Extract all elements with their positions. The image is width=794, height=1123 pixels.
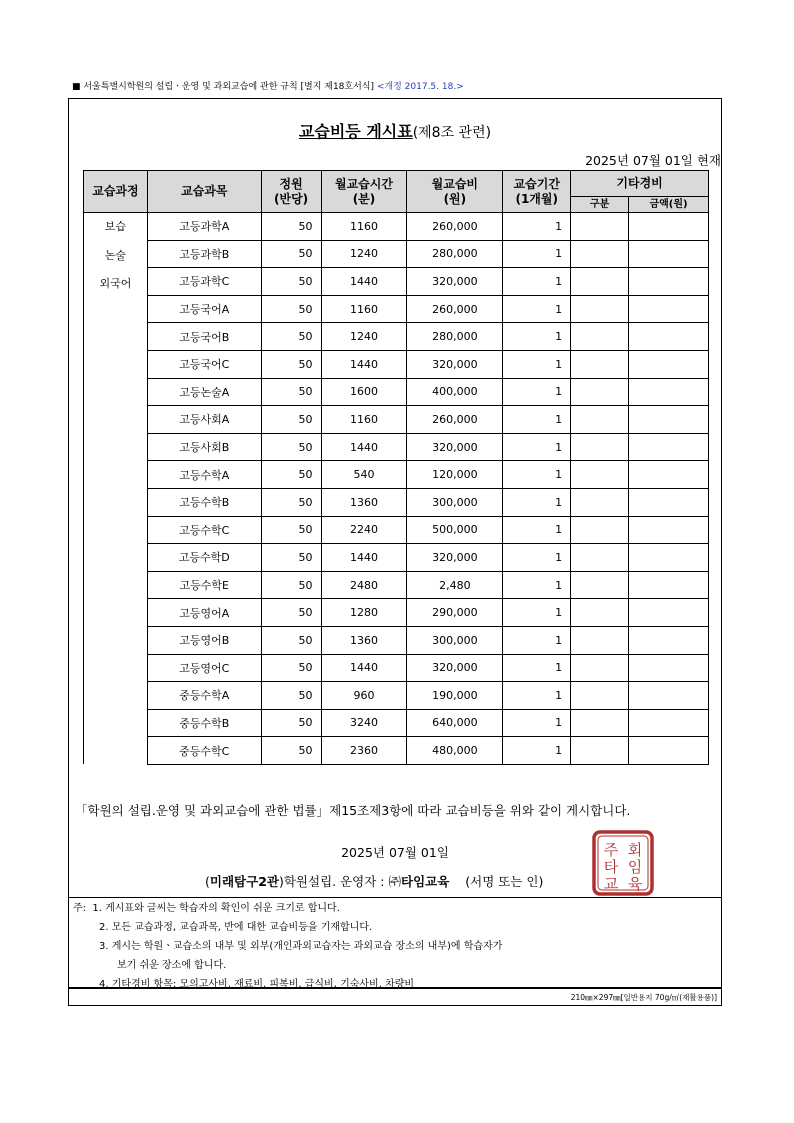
capacity-cell: 50: [261, 240, 321, 268]
capacity-cell: 50: [261, 378, 321, 406]
other-type-cell: [571, 406, 629, 434]
capacity-cell: 50: [261, 626, 321, 654]
subject-cell: 고등국어B: [147, 323, 261, 351]
operator-name: 타임교육: [401, 874, 450, 889]
subject-cell: 중등수학C: [147, 737, 261, 765]
fee-cell: 260,000: [407, 406, 503, 434]
capacity-cell: 50: [261, 461, 321, 489]
note-3-cont: 보기 쉬운 장소에 합니다.: [117, 960, 227, 971]
subject-cell: 중등수학A: [147, 682, 261, 710]
other-amount-cell: [629, 516, 709, 544]
subject-cell: 고등수학C: [147, 516, 261, 544]
hours-cell: 1440: [321, 433, 407, 461]
header-subject: 교습과목: [147, 171, 261, 213]
regulation-header: [72, 79, 464, 92]
period-cell: 1: [503, 599, 571, 627]
academy-suffix: 학원설립. 운영자 :: [283, 874, 385, 889]
document-frame: [68, 98, 722, 1006]
fee-table: [83, 170, 709, 765]
fee-cell: 400,000: [407, 378, 503, 406]
period-cell: 1: [503, 406, 571, 434]
period-cell: 1: [503, 295, 571, 323]
period-cell: 1: [503, 350, 571, 378]
hours-cell: 2360: [321, 737, 407, 765]
posting-statement: 「학원의 설립.운영 및 과외교습에 관한 법률」제15조제3항에 따라 교습비등을 위와 같이 게시합니다.: [75, 803, 631, 818]
period-cell: 1: [503, 544, 571, 572]
fee-cell: 260,000: [407, 295, 503, 323]
hours-cell: 2480: [321, 571, 407, 599]
subject-cell: 고등수학E: [147, 571, 261, 599]
header-period: 교습기간 (1개월): [503, 171, 571, 213]
fee-cell: 320,000: [407, 433, 503, 461]
note-4: 4. 기타경비 항목: 모의고사비, 재료비, 피복비, 급식비, 기숙사비, 차량비: [99, 979, 415, 990]
subject-cell: 고등영어C: [147, 654, 261, 682]
subject-cell: 고등사회A: [147, 406, 261, 434]
table-row: [84, 571, 709, 599]
other-amount-cell: [629, 682, 709, 710]
other-amount-cell: [629, 433, 709, 461]
note-3: 3. 게시는 학원ㆍ교습소의 내부 및 외부(개인과외교습자는 과외교습 장소의 내부)에 학습자가: [99, 941, 503, 952]
subject-cell: 고등국어A: [147, 295, 261, 323]
other-type-cell: [571, 599, 629, 627]
other-type-cell: [571, 709, 629, 737]
other-amount-cell: [629, 323, 709, 351]
other-type-cell: [571, 323, 629, 351]
hours-cell: 1440: [321, 654, 407, 682]
header-other: 기타경비: [571, 171, 709, 197]
fee-cell: 300,000: [407, 488, 503, 516]
period-cell: 1: [503, 488, 571, 516]
svg-text:타: 타: [603, 858, 619, 876]
other-amount-cell: [629, 406, 709, 434]
other-type-cell: [571, 654, 629, 682]
hours-cell: 1440: [321, 350, 407, 378]
course-item: 외국어: [99, 277, 132, 291]
fee-cell: 300,000: [407, 626, 503, 654]
fee-cell: 120,000: [407, 461, 503, 489]
other-type-cell: [571, 461, 629, 489]
title-main: 교습비등 게시표: [298, 122, 413, 141]
fee-cell: 320,000: [407, 544, 503, 572]
table-row: [84, 599, 709, 627]
hours-cell: 1240: [321, 323, 407, 351]
period-cell: 1: [503, 654, 571, 682]
svg-text:회: 회: [627, 841, 643, 859]
svg-text:주: 주: [603, 841, 619, 859]
fee-cell: 290,000: [407, 599, 503, 627]
hours-cell: 960: [321, 682, 407, 710]
fee-cell: 320,000: [407, 268, 503, 296]
other-type-cell: [571, 488, 629, 516]
table-row: [84, 295, 709, 323]
fee-cell: 480,000: [407, 737, 503, 765]
svg-text:교: 교: [603, 875, 619, 893]
revision-note: <개정 2017.5. 18.>: [376, 82, 464, 92]
period-cell: 1: [503, 240, 571, 268]
period-cell: 1: [503, 571, 571, 599]
subject-cell: 고등수학B: [147, 488, 261, 516]
subject-cell: 고등과학A: [147, 213, 261, 241]
subject-cell: 고등영어B: [147, 626, 261, 654]
period-cell: 1: [503, 323, 571, 351]
course-cell: [84, 213, 148, 765]
subject-cell: 고등영어A: [147, 599, 261, 627]
sign-date: 2025년 07월 01일: [341, 845, 449, 860]
capacity-cell: 50: [261, 488, 321, 516]
hours-cell: 1160: [321, 213, 407, 241]
table-row: [84, 213, 709, 241]
capacity-cell: 50: [261, 268, 321, 296]
header-other-amount: 금액(원): [629, 197, 709, 213]
fee-cell: 500,000: [407, 516, 503, 544]
subject-cell: 고등사회B: [147, 433, 261, 461]
fee-cell: 190,000: [407, 682, 503, 710]
other-type-cell: [571, 350, 629, 378]
other-type-cell: [571, 516, 629, 544]
signer-line: (미래탐구2관)학원설립. 운영자 : ㈜타임교육 (서명 또는 인): [205, 874, 544, 889]
subject-cell: 고등수학A: [147, 461, 261, 489]
other-amount-cell: [629, 626, 709, 654]
notes-divider: [69, 897, 721, 898]
period-cell: 1: [503, 213, 571, 241]
note-1: 1. 게시표와 글씨는 학습자의 확인이 쉬운 크기로 합니다.: [92, 903, 340, 914]
other-amount-cell: [629, 295, 709, 323]
table-row: [84, 378, 709, 406]
capacity-cell: 50: [261, 323, 321, 351]
fee-cell: 640,000: [407, 709, 503, 737]
company-seal: [591, 829, 655, 897]
capacity-cell: 50: [261, 350, 321, 378]
title-sub: (제8조 관련): [412, 125, 492, 141]
hours-cell: 1440: [321, 544, 407, 572]
other-type-cell: [571, 626, 629, 654]
other-amount-cell: [629, 571, 709, 599]
other-amount-cell: [629, 350, 709, 378]
period-cell: 1: [503, 626, 571, 654]
other-type-cell: [571, 737, 629, 765]
subject-cell: 고등국어C: [147, 350, 261, 378]
table-row: [84, 654, 709, 682]
table-row: [84, 350, 709, 378]
other-amount-cell: [629, 268, 709, 296]
table-row: [84, 544, 709, 572]
capacity-cell: 50: [261, 737, 321, 765]
table-row: [84, 516, 709, 544]
other-type-cell: [571, 240, 629, 268]
regulation-text: ■ 서울특별시학원의 설립ㆍ운영 및 과외교습에 관한 규칙 [별지 제18호서식]: [72, 82, 374, 92]
header-fee: 월교습비 (원): [407, 171, 503, 213]
academy-name: 미래탐구2관: [209, 874, 279, 889]
table-row: [84, 433, 709, 461]
subject-cell: 고등과학C: [147, 268, 261, 296]
period-cell: 1: [503, 682, 571, 710]
table-row: [84, 240, 709, 268]
hours-cell: 3240: [321, 709, 407, 737]
capacity-cell: 50: [261, 682, 321, 710]
capacity-cell: 50: [261, 406, 321, 434]
table-row: [84, 737, 709, 765]
hours-cell: 540: [321, 461, 407, 489]
other-type-cell: [571, 571, 629, 599]
table-row: [84, 461, 709, 489]
fee-cell: 280,000: [407, 323, 503, 351]
other-amount-cell: [629, 599, 709, 627]
hours-cell: 2240: [321, 516, 407, 544]
hours-cell: 1360: [321, 626, 407, 654]
subject-cell: 중등수학B: [147, 709, 261, 737]
capacity-cell: 50: [261, 654, 321, 682]
period-cell: 1: [503, 516, 571, 544]
company-mark: ㈜: [388, 874, 402, 889]
course-item: 보습: [104, 220, 127, 233]
capacity-cell: 50: [261, 213, 321, 241]
other-amount-cell: [629, 544, 709, 572]
hours-cell: 1440: [321, 268, 407, 296]
period-cell: 1: [503, 378, 571, 406]
paper-spec: 210㎜×297㎜[일반용지 70g/㎡(재활용품)]: [570, 993, 717, 1002]
subject-cell: 고등논술A: [147, 378, 261, 406]
other-type-cell: [571, 213, 629, 241]
other-type-cell: [571, 378, 629, 406]
other-type-cell: [571, 544, 629, 572]
hours-cell: 1160: [321, 295, 407, 323]
other-amount-cell: [629, 654, 709, 682]
other-type-cell: [571, 295, 629, 323]
hours-cell: 1360: [321, 488, 407, 516]
other-type-cell: [571, 268, 629, 296]
current-date: 2025년 07월 01일 현재: [585, 153, 721, 168]
table-row: [84, 406, 709, 434]
other-amount-cell: [629, 240, 709, 268]
table-row: [84, 626, 709, 654]
notes-label: 주:: [73, 903, 87, 914]
other-amount-cell: [629, 737, 709, 765]
period-cell: 1: [503, 433, 571, 461]
notes-section: [73, 899, 502, 994]
header-course: 교습과정: [84, 171, 148, 213]
other-type-cell: [571, 433, 629, 461]
period-cell: 1: [503, 268, 571, 296]
other-amount-cell: [629, 378, 709, 406]
fee-cell: 280,000: [407, 240, 503, 268]
other-amount-cell: [629, 461, 709, 489]
hours-cell: 1160: [321, 406, 407, 434]
table-row: [84, 488, 709, 516]
period-cell: 1: [503, 461, 571, 489]
table-row: [84, 268, 709, 296]
fee-table-body: [84, 213, 709, 765]
table-row: [84, 682, 709, 710]
hours-cell: 1600: [321, 378, 407, 406]
fee-cell: 260,000: [407, 213, 503, 241]
hours-cell: 1280: [321, 599, 407, 627]
fee-cell: 320,000: [407, 350, 503, 378]
other-type-cell: [571, 682, 629, 710]
other-amount-cell: [629, 709, 709, 737]
footer-divider: [69, 987, 721, 989]
other-amount-cell: [629, 213, 709, 241]
header-hours: 월교습시간 (분): [321, 171, 407, 213]
fee-cell: 320,000: [407, 654, 503, 682]
svg-text:임: 임: [627, 858, 643, 876]
note-2: 2. 모든 교습과정, 교습과목, 반에 대한 교습비등을 기재합니다.: [99, 922, 373, 933]
header-capacity: 정원 (반당): [261, 171, 321, 213]
fee-cell: 2,480: [407, 571, 503, 599]
header-other-type: 구분: [571, 197, 629, 213]
capacity-cell: 50: [261, 433, 321, 461]
period-cell: 1: [503, 737, 571, 765]
period-cell: 1: [503, 709, 571, 737]
hours-cell: 1240: [321, 240, 407, 268]
subject-cell: 고등수학D: [147, 544, 261, 572]
subject-cell: 고등과학B: [147, 240, 261, 268]
table-row: [84, 323, 709, 351]
course-item: 논술: [104, 248, 127, 262]
capacity-cell: 50: [261, 516, 321, 544]
capacity-cell: 50: [261, 295, 321, 323]
capacity-cell: 50: [261, 709, 321, 737]
other-amount-cell: [629, 488, 709, 516]
sign-note: (서명 또는 인): [465, 874, 544, 889]
svg-text:육: 육: [627, 875, 643, 893]
document-title: [69, 119, 721, 142]
capacity-cell: 50: [261, 544, 321, 572]
capacity-cell: 50: [261, 599, 321, 627]
table-row: [84, 709, 709, 737]
capacity-cell: 50: [261, 571, 321, 599]
